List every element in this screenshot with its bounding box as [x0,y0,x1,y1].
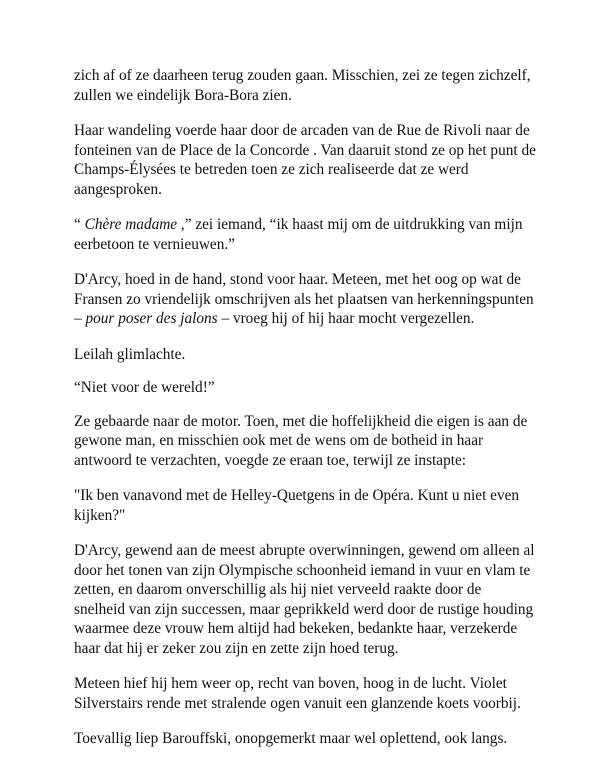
paragraph-6: “Niet voor de wereld!” [74,379,215,396]
paragraph-4 [74,270,536,329]
paragraph-3-tail: ,” zei iemand, “ik haast mij om de uitdrukking van mijn eerbetoon te vernieuwen.” [74,216,523,253]
paragraph-3 [74,215,536,254]
paragraph-5: Leilah glimlachte. [74,345,186,363]
paragraph-7: Ze gebaarde naar de motor. Toen, met die hoffelijkheid die eigen is aan de gewone man, en misschien ook met de wens om de botheid in haar antwoord te verzachten, voegde ze eraan toe, terwijl ze instapte: [74,412,528,469]
paragraph-2: Haar wandeling voerde haar door de arcaden van de Rue de Rivoli naar de fonteinen van de Place de la Concorde . Van daaruit stond ze op het punt de Champs-Élysées te betreden toen ze zich realiseerde dat ze werd aangesproken. [74,122,536,198]
paragraph-4-italic: pour poser des jalons [85,310,218,327]
paragraph-4-lead: D'Arcy, hoed in de hand, stond voor haar. Meteen, met het oog op wat de Fransen zo vriendelijk omschrijven als het plaatsen van herkenningspunten – [74,271,534,327]
paragraph-8: "Ik ben vanavond met de Helley-Quetgens in de Opéra. Kunt u niet even kijken?" [74,487,520,524]
paragraph-11: Toevallig liep Barouffski, onopgemerkt maar wel oplettend, ook langs. [74,730,508,747]
paragraph-10: Meteen hief hij hem weer op, recht van boven, hoog in de lucht. Violet Silverstairs rende met stralende ogen vanuit een glanzende koets voorbij. [74,675,521,712]
paragraph-3-lead: “ [74,216,85,233]
paragraph-1: zich af of ze daarheen terug zouden gaan. Misschien, zei ze tegen zichzelf, zullen we eindelijk Bora-Bora zien. [74,67,531,104]
paragraph-4-tail: – vroeg hij of hij haar mocht vergezellen. [217,310,475,327]
paragraph-3-italic: Chère madame [84,216,178,233]
document-page [74,66,536,749]
paragraph-9: D'Arcy, gewend aan de meest abrupte overwinningen, gewend om alleen al door het tonen van zijn Olympische schoonheid iemand in vuur en vlam te zetten, en daarom onverschillig als hij niet verveeld raakte door de snelheid van zijn successen, maar geprikkeld werd door de rustige houding waarmee deze vrouw hem altijd had bekeken, bedankte haar, verzekerde haar dat hij er zeker zou zijn en zette zijn hoed terug. [74,542,535,657]
